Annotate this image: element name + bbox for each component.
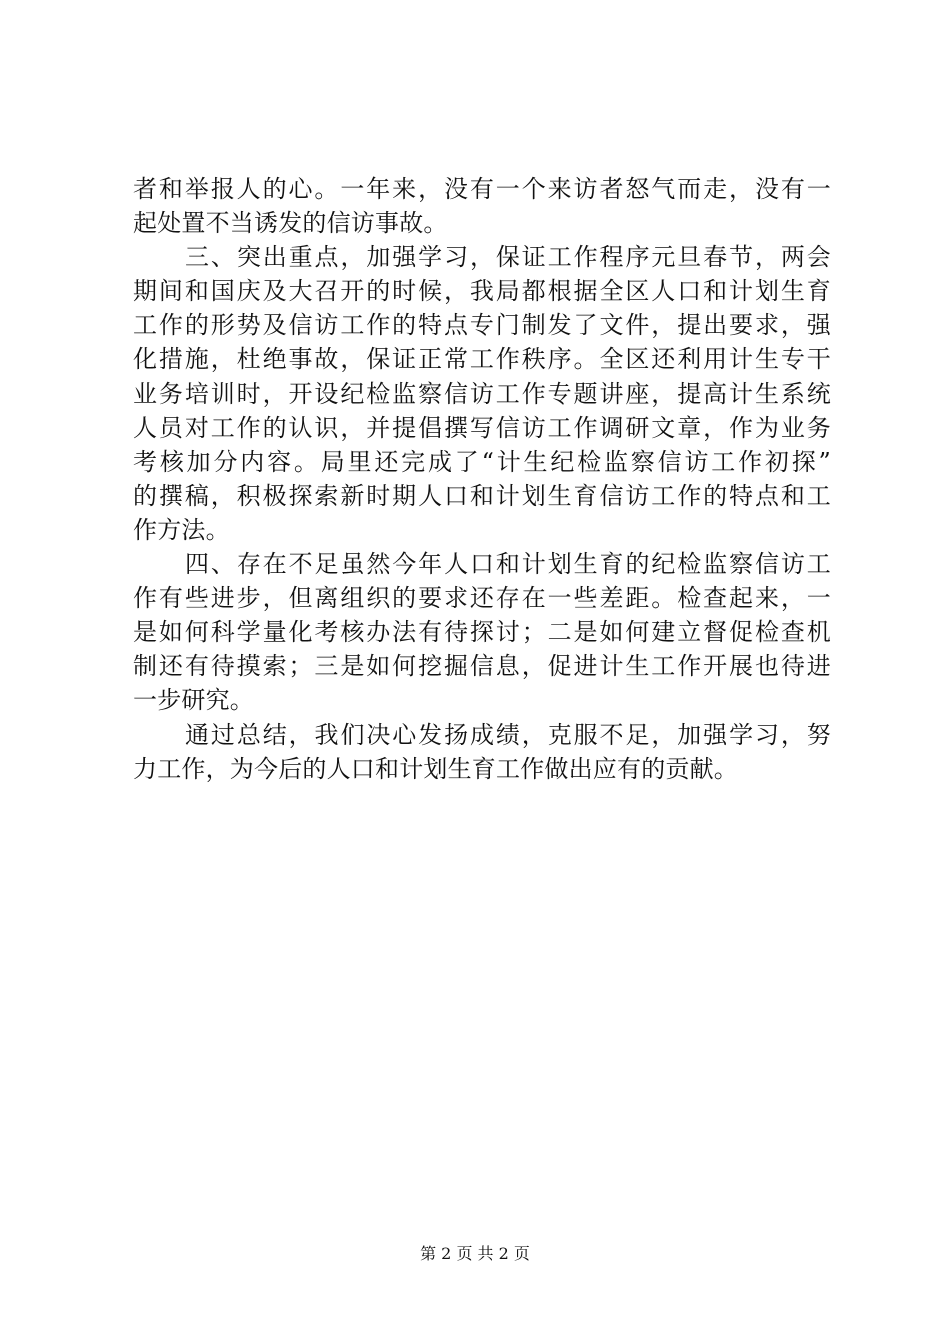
paragraph-continuation [133, 172, 831, 240]
paragraph-section-three [133, 240, 831, 547]
text-line: 工作的形势及信访工作的特点专门制发了文件，提出要求，强 [133, 311, 831, 340]
text-line: 作有些进步，但离组织的要求还存在一些差距。检查起来，一 [133, 584, 831, 613]
document-body [133, 172, 831, 786]
text-line: 期间和国庆及大召开的时候，我局都根据全区人口和计划生育 [133, 277, 831, 306]
text-line: 业务培训时，开设纪检监察信访工作专题讲座，提高计生系统 [133, 379, 831, 408]
page-number-footer: 第 2 页 共 2 页 [420, 1244, 530, 1263]
text-line: 力工作，为今后的人口和计划生育工作做出应有的贡献。 [133, 754, 738, 783]
text-line: 是如何科学量化考核办法有待探讨；二是如何建立督促检查机 [133, 618, 831, 647]
text-line: 通过总结，我们决心发扬成绩，克服不足，加强学习，努 [185, 720, 831, 749]
text-line: 一步研究。 [133, 686, 254, 715]
text-line: 起处置不当诱发的信访事故。 [133, 209, 448, 238]
text-line: 人员对工作的认识，并提倡撰写信访工作调研文章，作为业务 [133, 413, 831, 442]
text-line: 作方法。 [133, 515, 230, 544]
paragraph-conclusion [133, 718, 831, 786]
text-line: 的撰稿，积极探索新时期人口和计划生育信访工作的特点和工 [133, 481, 831, 510]
text-line: 制还有待摸索；三是如何挖掘信息，促进计生工作开展也待进 [133, 652, 831, 681]
text-line: 考核加分内容。局里还完成了“计生纪检监察信访工作初探” [133, 447, 831, 476]
text-line: 四、存在不足虽然今年人口和计划生育的纪检监察信访工 [185, 550, 831, 579]
text-line: 化措施，杜绝事故，保证正常工作秩序。全区还利用计生专干 [133, 345, 831, 374]
paragraph-section-four [133, 547, 831, 717]
text-line: 者和举报人的心。一年来，没有一个来访者怒气而走，没有一 [133, 175, 831, 203]
text-line: 三、突出重点，加强学习，保证工作程序元旦春节，两会 [185, 243, 831, 272]
